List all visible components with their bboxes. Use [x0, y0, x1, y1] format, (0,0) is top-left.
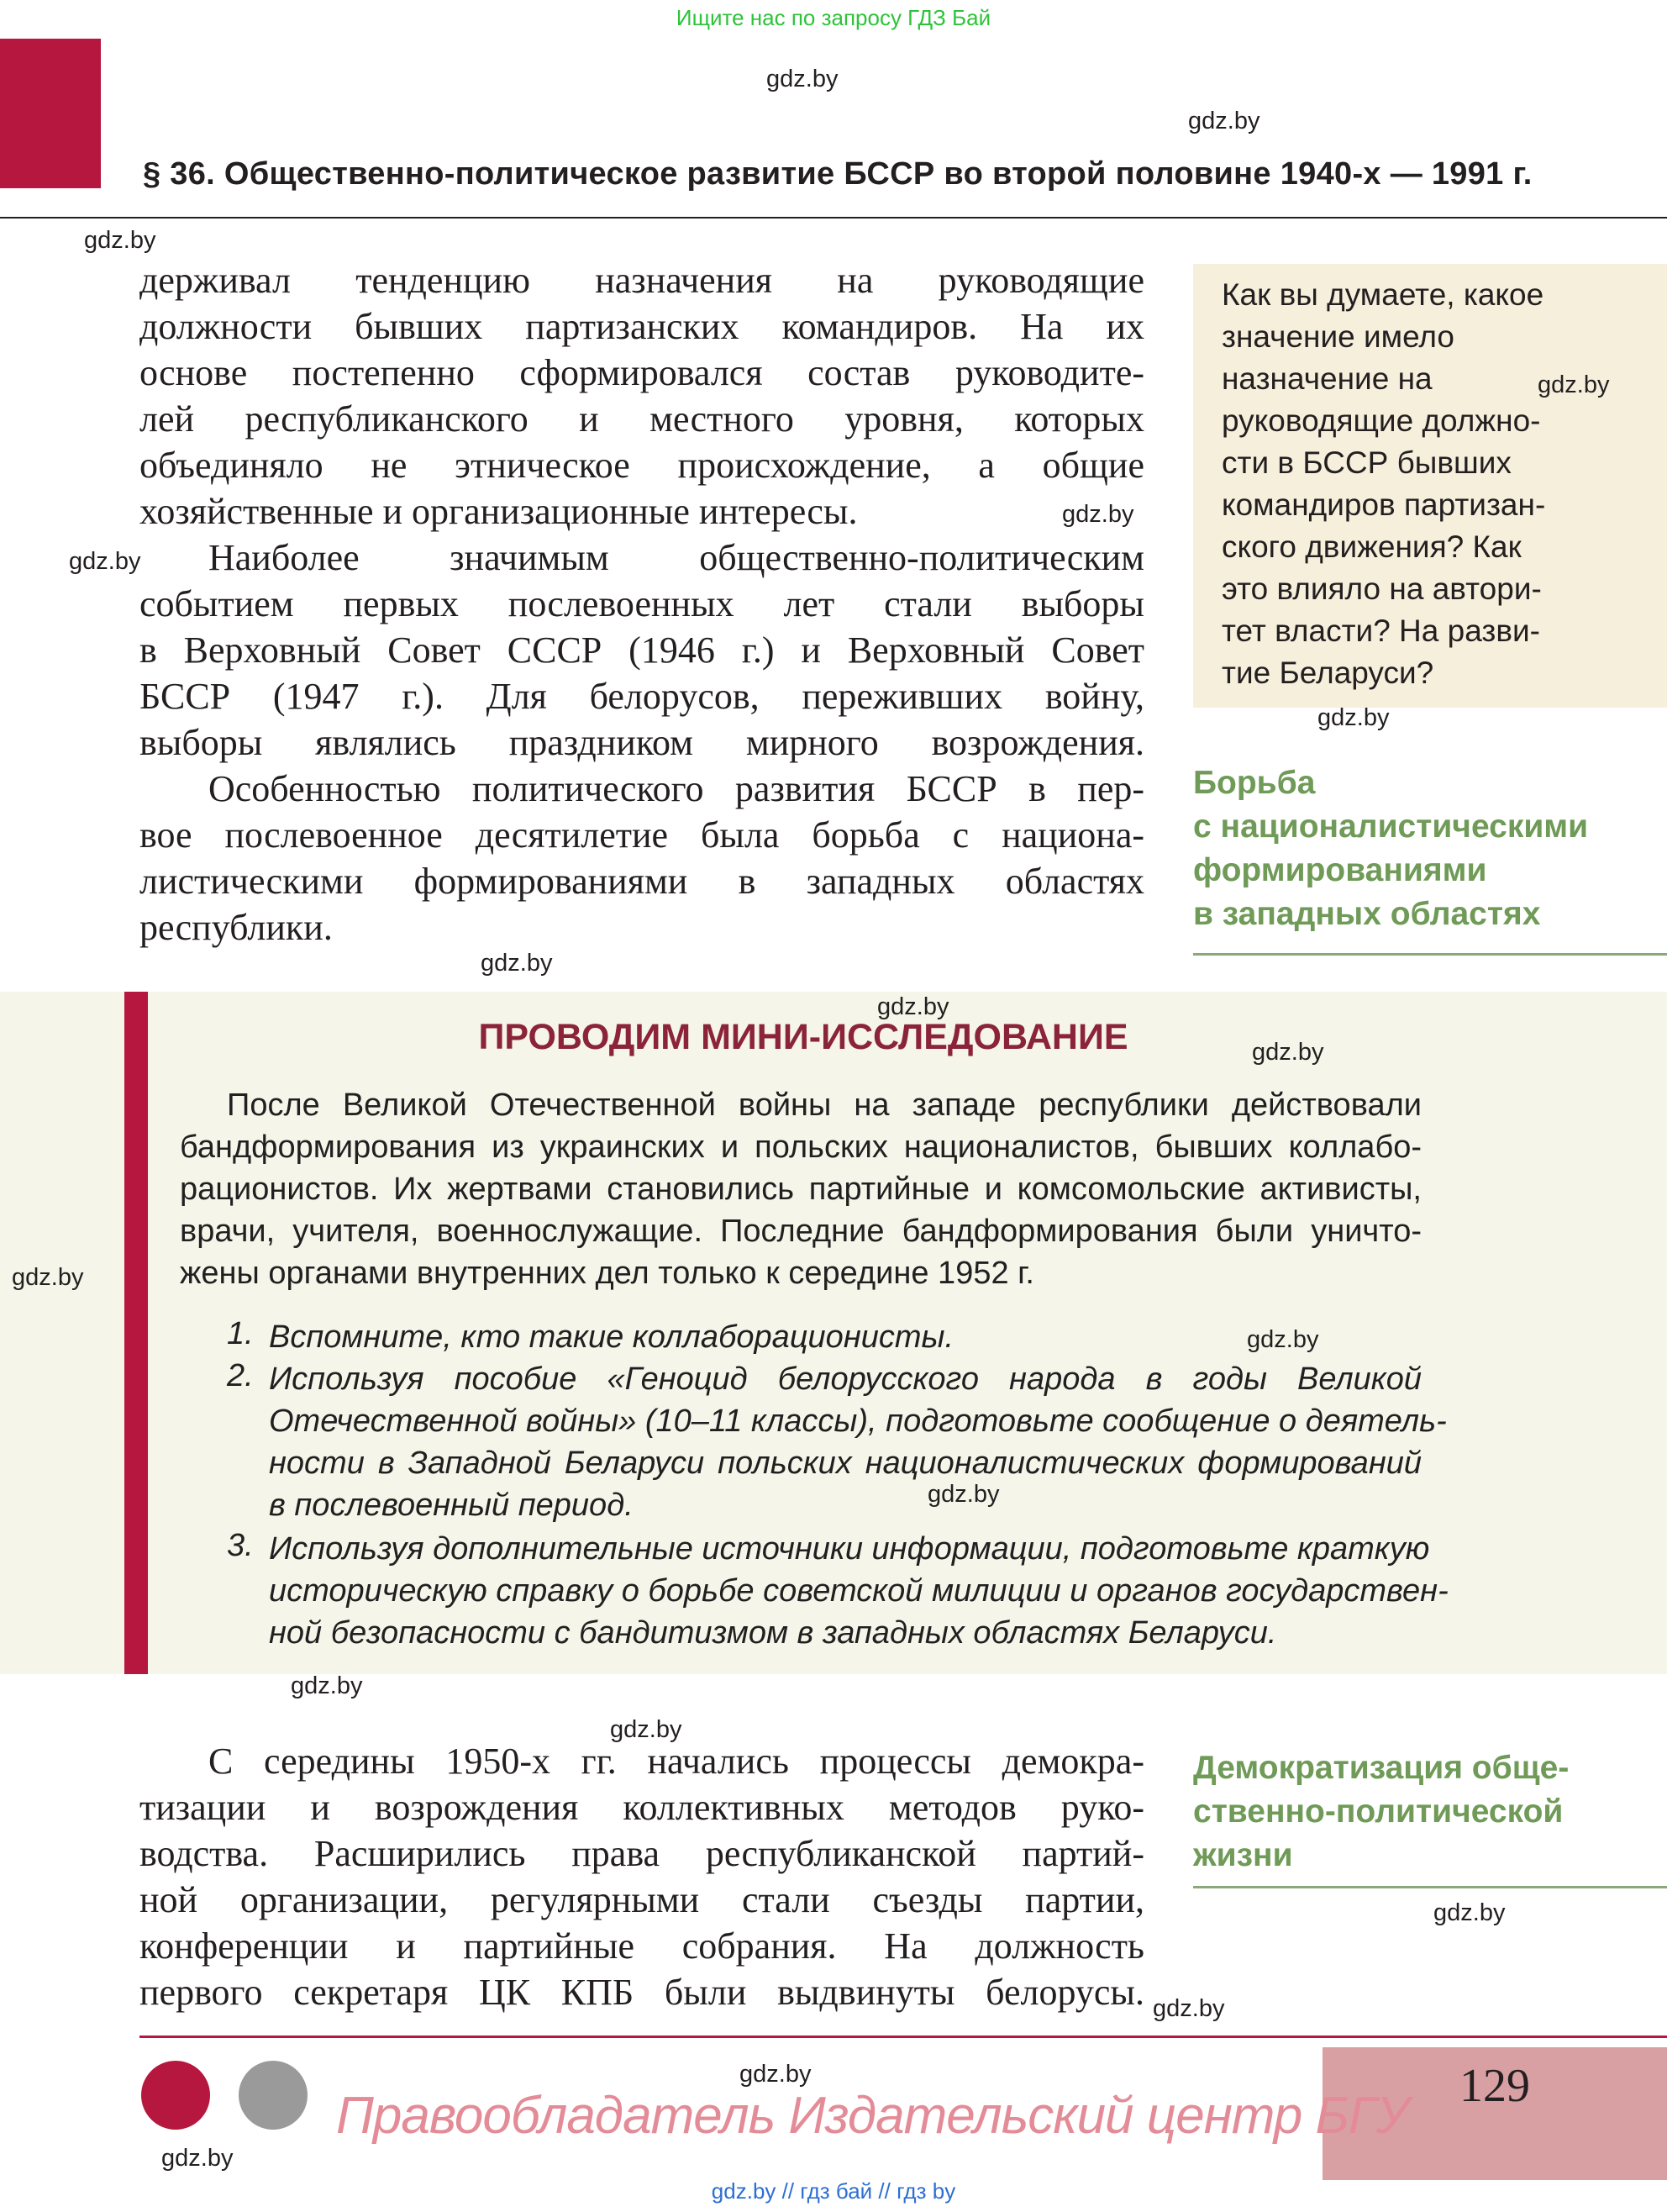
text-line: выборы являлись праздником мирного возрождения.: [139, 722, 1144, 763]
task-number: 2.: [227, 1358, 254, 1393]
red-circle-icon: [141, 2061, 210, 2130]
text-line: бандформирования из украинских и польских националистов, бывших коллабо-: [180, 1130, 1422, 1165]
text-line: водства. Расширились права республиканской партий-: [139, 1833, 1144, 1874]
panel-accent-bar: [124, 992, 148, 1674]
side-heading-line: ственно-политической: [1193, 1793, 1564, 1830]
text-line: лей республиканского и местного уровня, которых: [139, 398, 1144, 440]
watermark: gdz.by: [69, 548, 141, 575]
task-line: Используя дополнительные источники информации, подготовьте краткую: [269, 1531, 1430, 1567]
watermark: gdz.by: [291, 1672, 363, 1699]
side-heading-line: в западных областях: [1193, 896, 1541, 932]
task-number: 3.: [227, 1528, 254, 1563]
text-line: После Великой Отечественной войны на западе республики действовали: [227, 1088, 1422, 1123]
side-heading-democratization: [1193, 1746, 1569, 1878]
task-line: Вспомните, кто такие коллаборационисты.: [269, 1319, 954, 1355]
paragraph-2: [139, 535, 1144, 766]
gray-circle-icon: [239, 2061, 308, 2130]
paragraph-4: [139, 1738, 1144, 2015]
question-line: значение имело: [1222, 319, 1455, 354]
watermark: gdz.by: [12, 1264, 84, 1291]
watermark: gdz.by: [739, 2061, 812, 2088]
side-heading-nationalists: [1193, 761, 1588, 936]
question-line: ского движения? Как: [1222, 529, 1522, 564]
text-line: республики.: [139, 907, 333, 948]
watermark: gdz.by: [766, 66, 839, 92]
question-line: Как вы думаете, какое: [1222, 277, 1544, 312]
watermark: gdz.by: [1062, 501, 1134, 528]
watermark: gdz.by: [877, 993, 949, 1020]
watermark: gdz.by: [1188, 108, 1260, 134]
text-line: С середины 1950-х гг. начались процессы демокра-: [208, 1741, 1144, 1782]
side-heading-rule: [1193, 1886, 1667, 1888]
bottom-links[interactable]: gdz.by // гдз бай // гдз by: [711, 2178, 956, 2204]
text-line: тизации и возрождения коллективных методов руко-: [139, 1787, 1144, 1828]
header-divider: [0, 217, 1667, 219]
page-title: § 36. Общественно-политическое развитие БССР во второй половине 1940-х — 1991 г.: [143, 156, 1533, 192]
text-line: Наиболее значимым общественно-политическим: [208, 537, 1144, 578]
task-line: Отечественной войны» (10–11 классы), подготовьте сообщение о деятель-: [269, 1404, 1447, 1439]
task-3: [269, 1528, 1449, 1654]
text-line: вое послевоенное десятилетие была борьба с национа-: [139, 814, 1144, 856]
text-line: БССР (1947 г.). Для белорусов, переживших войну,: [139, 676, 1144, 717]
task-line: ности в Западной Беларуси польских националистических формирований: [269, 1446, 1422, 1481]
text-line: должности бывших партизанских командиров. На их: [139, 306, 1144, 347]
text-line: ной организации, регулярными стали съезды партии,: [139, 1879, 1144, 1920]
mini-research-title: ПРОВОДИМ МИНИ-ИССЛЕДОВАНИЕ: [478, 1017, 1128, 1057]
text-line: хозяйственные и организационные интересы.: [139, 491, 858, 532]
question-line: тие Беларуси?: [1222, 656, 1434, 690]
paragraph-1: [139, 257, 1144, 535]
text-line: конференции и партийные собрания. На должность: [139, 1925, 1144, 1967]
task-number: 1.: [227, 1316, 254, 1351]
text-line: Особенностью политического развития БССР в пер-: [208, 768, 1144, 809]
watermark: gdz.by: [1433, 1899, 1506, 1926]
side-heading-line: Борьба: [1193, 765, 1316, 801]
footer-divider: [139, 2036, 1667, 2038]
text-line: держивал тенденцию назначения на руководящие: [139, 260, 1144, 301]
watermark: gdz.by: [1252, 1039, 1324, 1066]
task-2: [269, 1358, 1447, 1526]
task-line: ной безопасности с бандитизмом в западных областях Беларуси.: [269, 1615, 1277, 1651]
mini-research-intro: [180, 1084, 1422, 1294]
side-heading-line: с националистическими: [1193, 808, 1589, 845]
text-line: основе постепенно сформировался состав руководите-: [139, 352, 1144, 393]
text-line: жены органами внутренних дел только к середине 1952 г.: [180, 1256, 1034, 1291]
text-line: первого секретаря ЦК КПБ были выдвинуты белорусы.: [139, 1972, 1144, 2013]
text-line: событием первых послевоенных лет стали выборы: [139, 583, 1144, 624]
question-text: [1222, 274, 1545, 694]
watermark: gdz.by: [481, 950, 553, 977]
watermark: gdz.by: [928, 1481, 1000, 1508]
task-line: историческую справку о борьбе советской милиции и органов государствен-: [269, 1573, 1449, 1609]
task-line: в послевоенный период.: [269, 1488, 634, 1523]
side-heading-rule: [1193, 953, 1667, 956]
question-line: назначение на: [1222, 361, 1433, 396]
watermark: gdz.by: [1538, 371, 1610, 398]
side-heading-line: формированиями: [1193, 852, 1487, 888]
watermark: gdz.by: [610, 1716, 682, 1743]
side-heading-line: Демократизация обще-: [1193, 1750, 1570, 1786]
watermark: gdz.by: [161, 2145, 234, 2172]
side-heading-line: жизни: [1193, 1837, 1293, 1873]
question-line: командиров партизан-: [1222, 487, 1546, 522]
question-line: руководящие должно-: [1222, 403, 1541, 438]
search-banner[interactable]: Ищите нас по запросу ГДЗ Бай: [676, 5, 991, 30]
paragraph-3: [139, 766, 1144, 951]
text-line: рационистов. Их жертвами становились партийные и комсомольские активисты,: [180, 1172, 1422, 1207]
question-line: сти в БССР бывших: [1222, 445, 1512, 480]
watermark: gdz.by: [1247, 1326, 1319, 1353]
watermark: gdz.by: [84, 227, 156, 254]
text-line: в Верховный Совет СССР (1946 г.) и Верховный Совет: [139, 629, 1144, 671]
chapter-marker: [0, 39, 101, 188]
watermark: gdz.by: [1153, 1995, 1225, 2022]
text-line: листическими формированиями в западных областях: [139, 861, 1144, 902]
watermark: gdz.by: [1317, 704, 1390, 731]
task-line: Используя пособие «Геноцид белорусского народа в годы Великой: [269, 1361, 1422, 1397]
text-line: объединяло не этническое происхождение, а общие: [139, 445, 1144, 486]
question-line: тет власти? На разви-: [1222, 614, 1540, 648]
question-line: это влияло на автори-: [1222, 571, 1542, 606]
copyright-notice: Правообладатель Издательский центр БГУ: [336, 2087, 1409, 2145]
page-number: 129: [1459, 2060, 1530, 2112]
text-line: врачи, учителя, военнослужащие. Последние бандформирования были уничто-: [180, 1214, 1422, 1249]
